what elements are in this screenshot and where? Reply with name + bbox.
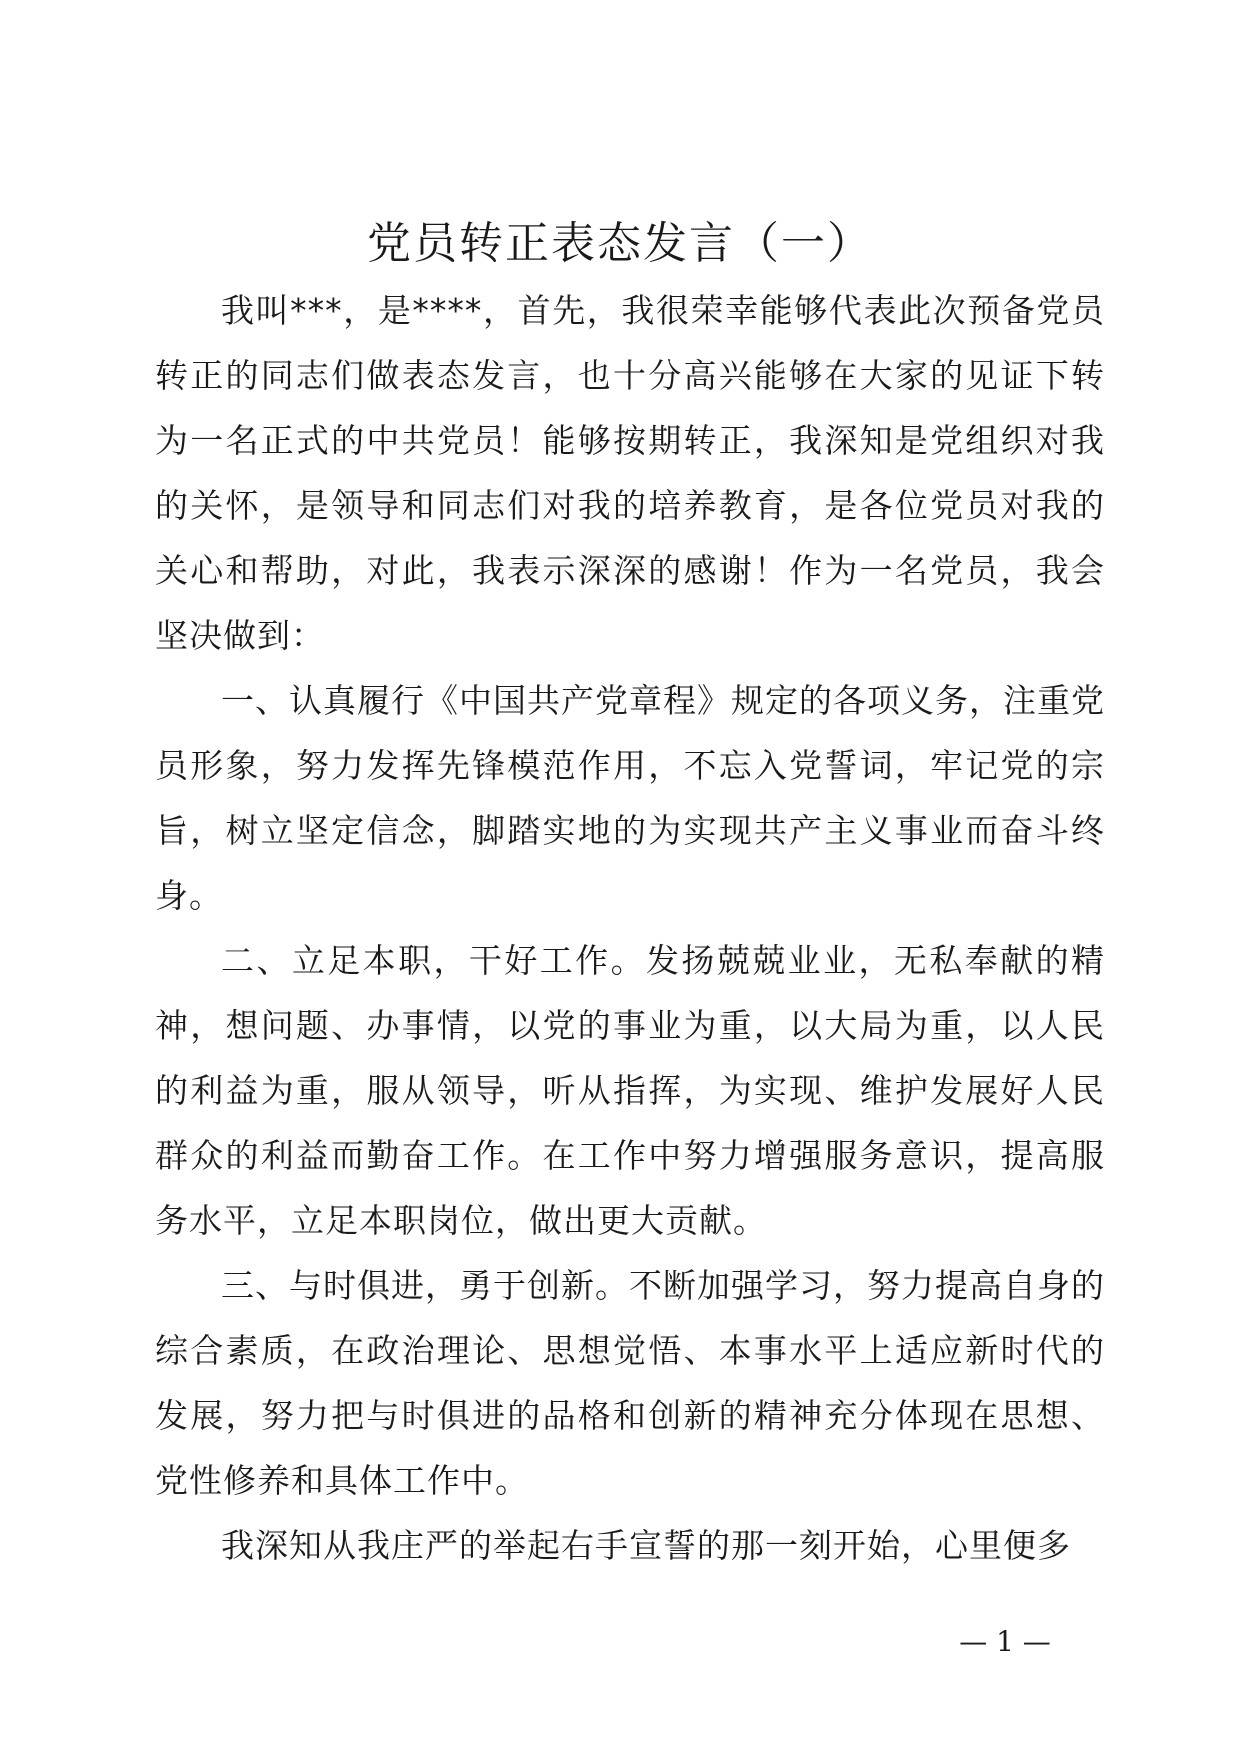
document-body <box>155 278 1105 1578</box>
paragraph-intro: 我叫***，是****，首先，我很荣幸能够代表此次预备党员转正的同志们做表态发言，也十分高兴能够在大家的见证下转为一名正式的中共党员！能够按期转正，我深知是党组织对我的关怀，是领导和同志们对我的培养教育，是各位党员对我的关心和帮助，对此，我表示深深的感谢！作为一名党员，我会坚决做到： <box>155 291 1105 655</box>
paragraph-point-three: 三、与时俱进，勇于创新。不断加强学习，努力提高自身的综合素质，在政治理论、思想觉悟、本事水平上适应新时代的发展，努力把与时俱进的品格和创新的精神充分体现在思想、党性修养和具体工作中。 <box>155 1266 1105 1500</box>
paragraph-point-one: 一、认真履行《中国共产党章程》规定的各项义务，注重党员形象，努力发挥先锋模范作用，不忘入党誓词，牢记党的宗旨，树立坚定信念，脚踏实地的为实现共产主义事业而奋斗终身。 <box>155 681 1105 915</box>
page-number: — 1 — <box>959 1625 1051 1658</box>
paragraph-point-two: 二、立足本职，干好工作。发扬兢兢业业，无私奉献的精神，想问题、办事情，以党的事业为重，以大局为重，以人民的利益为重，服从领导，听从指挥，为实现、维护发展好人民群众的利益而勤奋工作。在工作中努力增强服务意识，提高服务水平，立足本职岗位，做出更大贡献。 <box>155 941 1105 1240</box>
document-title: 党员转正表态发言（一） <box>367 218 873 269</box>
paragraph-closing: 我深知从我庄严的举起右手宣誓的那一刻开始，心里便多 <box>221 1526 1071 1565</box>
